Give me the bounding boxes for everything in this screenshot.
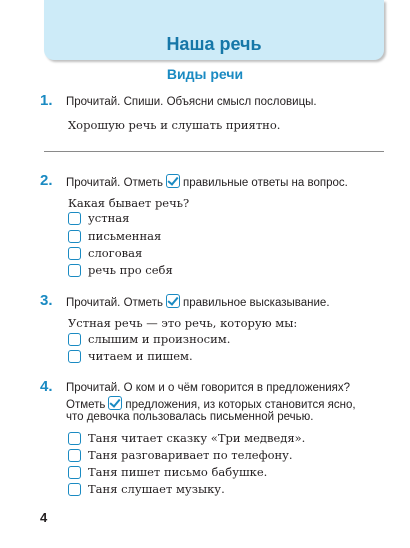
task-4-line-3: что девочка пользовалась письменной речью. (66, 411, 314, 423)
task-4-line-2-start: Отметь (66, 399, 106, 411)
writing-line (44, 151, 384, 152)
option-label: Таня читает сказку «Три медведя». (88, 431, 306, 445)
option-label: устная (88, 211, 130, 225)
task-2-question: Какая бывает речь? (68, 196, 190, 210)
checkbox[interactable] (68, 247, 81, 260)
checkbox[interactable] (68, 449, 81, 462)
task-2-instruction-start: Прочитай. Отметь (66, 177, 163, 189)
checkbox[interactable] (68, 350, 81, 363)
task-4-line-1: Прочитай. О ком и о чём говорится в предложениях? (66, 382, 351, 394)
task-3-instruction (66, 294, 330, 311)
checkbox[interactable] (68, 230, 81, 243)
checkbox[interactable] (68, 333, 81, 346)
check-icon (166, 294, 180, 308)
task-3-instruction-start: Прочитай. Отметь (66, 297, 163, 309)
option-label: речь про себя (88, 263, 173, 277)
task-4-number: 4. (40, 378, 53, 395)
task-2-number: 2. (40, 172, 53, 189)
title-band (44, 0, 384, 60)
option-label: слоговая (88, 246, 143, 260)
task-1-instruction: Прочитай. Спиши. Объясни смысл пословицы. (66, 96, 317, 108)
task-4-line-2-end: предложения, из которых становится ясно, (125, 399, 356, 411)
option-label: читаем и пишем. (88, 349, 193, 363)
option-label: письменная (88, 229, 162, 243)
task-3-statement: Устная речь — это речь, которую мы: (68, 316, 298, 330)
task-1-number: 1. (40, 92, 53, 109)
checkbox[interactable] (68, 466, 81, 479)
checkbox[interactable] (68, 264, 81, 277)
task-2-instruction (66, 174, 348, 191)
checkbox[interactable] (68, 432, 81, 445)
task-2-instruction-end: правильные ответы на вопрос. (182, 177, 348, 189)
option-label: слышим и произносим. (88, 332, 231, 346)
page-title: Наша речь (166, 34, 262, 54)
option-label: Таня пишет письмо бабушке. (88, 465, 268, 479)
checkbox[interactable] (68, 483, 81, 496)
page-number: 4 (40, 510, 48, 525)
option-label: Таня разговаривает по телефону. (88, 448, 293, 462)
check-icon (166, 174, 180, 188)
checkbox[interactable] (68, 212, 81, 225)
task-1-proverb: Хорошую речь и слушать приятно. (68, 118, 281, 132)
check-icon (108, 396, 122, 410)
task-3-number: 3. (40, 292, 53, 309)
task-3-instruction-end: правильное высказывание. (182, 297, 330, 309)
section-subtitle: Виды речи (166, 66, 244, 82)
option-label: Таня слушает музыку. (88, 482, 225, 496)
